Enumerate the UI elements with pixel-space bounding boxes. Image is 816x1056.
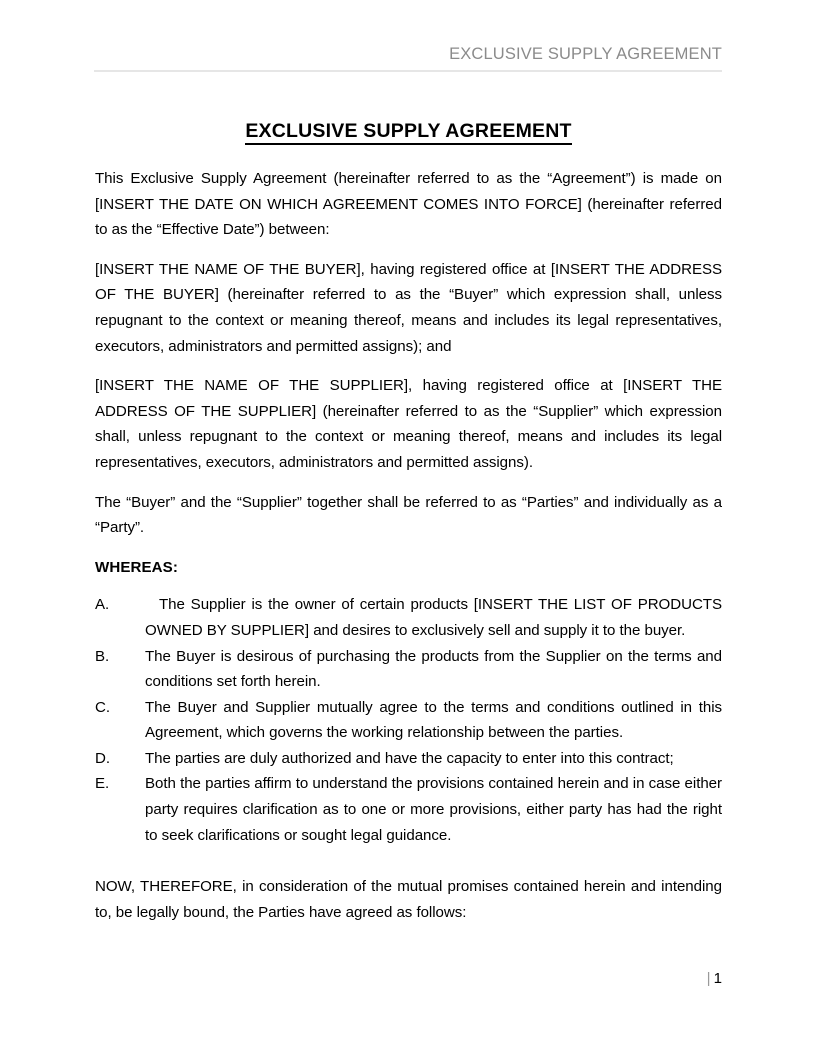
page-footer [94,968,722,990]
running-header-title: EXCLUSIVE SUPPLY AGREEMENT [449,45,722,63]
paragraph-parties: The “Buyer” and the “Supplier” together shall be referred to as “Parties” and individually as a “Party”. [95,493,722,537]
paragraph-intro: This Exclusive Supply Agreement (hereinafter referred to as the “Agreement”) is made on [INSERT THE DATE ON WHICH AGREEMENT COMES INTO FORCE] (hereinafter referred to as the “Effective Date”) between: [95,170,722,239]
page-number: 1 [713,970,722,987]
document-body [95,118,722,925]
recital-marker-c: C. [95,698,110,716]
page-title [95,118,722,144]
recital-text-c: The Buyer and Supplier mutually agree to the terms and conditions outlined in this Agreement, which governs the working relationship between the parties. [145,698,722,742]
paragraph-now-therefore: NOW, THEREFORE, in consideration of the mutual promises contained herein and intending to, be legally bound, the Parties have agreed as follows: [95,878,722,921]
recital-marker-d: D. [95,749,110,767]
recital-item-b [95,644,722,695]
running-header [94,44,722,64]
header-divider-rule [94,70,722,72]
recital-item-e [95,771,722,848]
recital-marker-b: B. [95,647,110,665]
recitals-list [95,592,722,848]
recital-item-d [95,746,722,772]
recital-marker-a: A. [95,596,110,614]
paragraph-spacer [95,848,722,874]
whereas-heading: WHEREAS: [95,558,178,576]
recital-text-a: The Supplier is the owner of certain products [INSERT THE LIST OF PRODUCTS OWNED BY SUPPLIER] and desires to exclusively sell and supply it to the buyer. [145,596,722,639]
paragraph-supplier: [INSERT THE NAME OF THE SUPPLIER], having registered office at [INSERT THE ADDRESS OF THE SUPPLIER] (hereinafter referred to as the “Supplier” which expression shall, unless repugnant to the context or meaning thereof, means and includes its legal representatives, executors, administrators and permitted assigns). [95,377,722,471]
paragraph-buyer: [INSERT THE NAME OF THE BUYER], having registered office at [INSERT THE ADDRESS OF THE BUYER] (hereinafter referred to as the “Buyer” which expression shall, unless repugnant to the context or meaning thereof, means and includes its legal representatives, executors, administrators and permitted assigns); and [95,260,722,355]
recital-item-a [95,592,722,643]
page-title-text: EXCLUSIVE SUPPLY AGREEMENT [245,120,571,145]
recital-marker-e: E. [95,775,110,793]
footer-separator: | [706,970,711,987]
recital-text-e: Both the parties affirm to understand the provisions contained herein and in case either party requires clarification as to one or more provisions, either party has had the right to seek clarifications or sought legal guidance. [145,775,722,844]
recital-text-b: The Buyer is desirous of purchasing the products from the Supplier on the terms and conditions set forth herein. [145,647,722,691]
recital-item-c [95,695,722,746]
recital-text-d: The parties are duly authorized and have the capacity to enter into this contract; [145,749,674,767]
